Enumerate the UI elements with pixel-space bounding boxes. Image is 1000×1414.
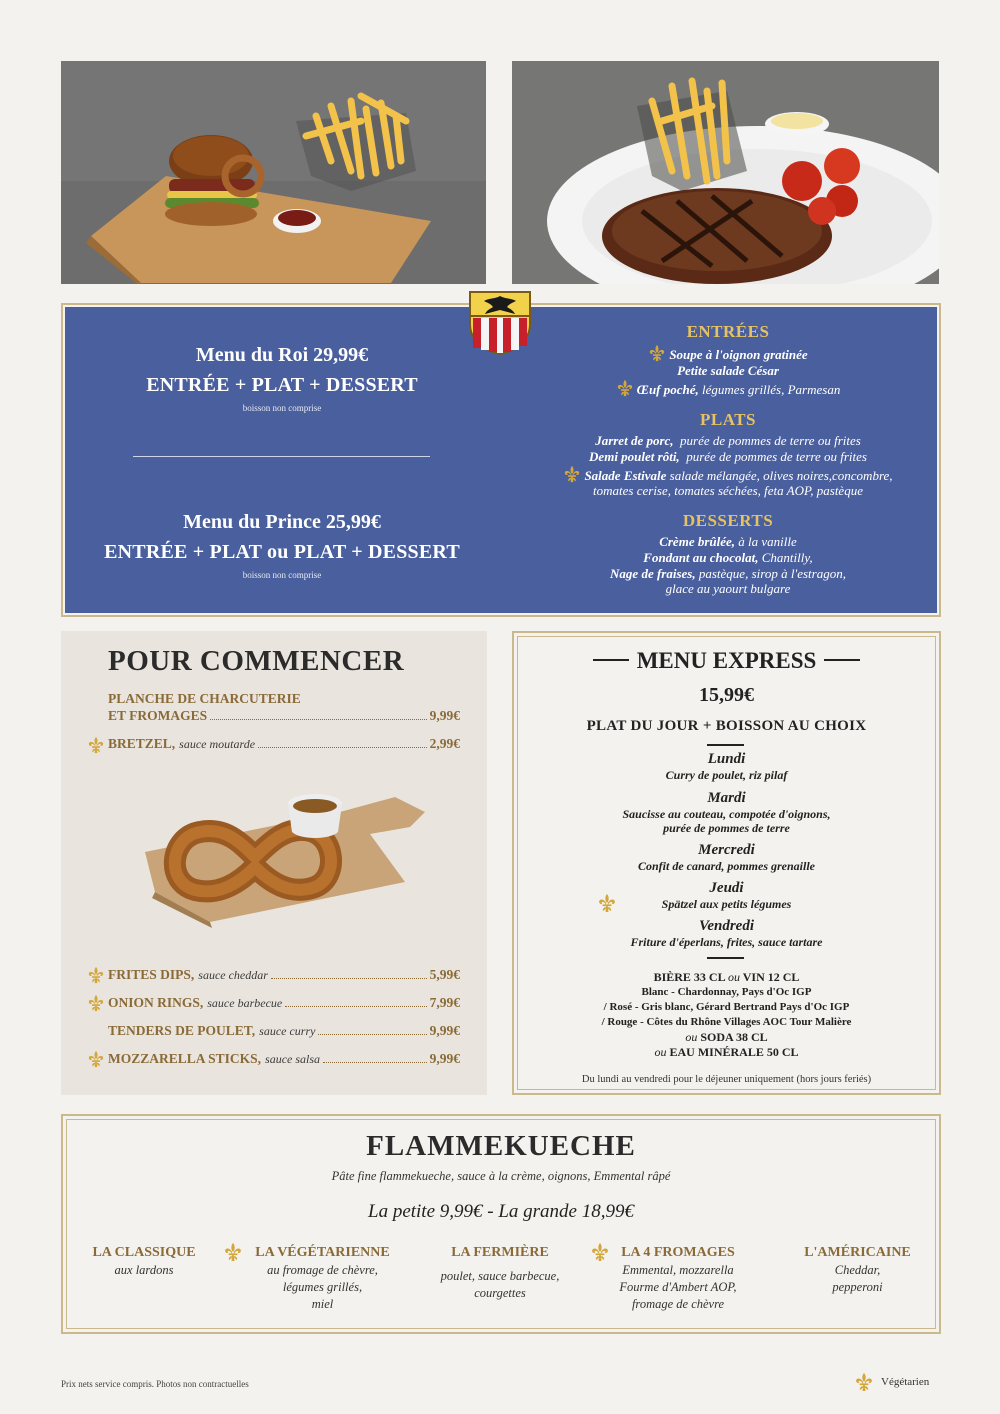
steak-and-fries-photo <box>512 61 939 284</box>
starter-item: TENDERS DE POULET, sauce curry 9,99€ <box>108 1023 460 1038</box>
vegetarian-legend <box>855 1372 929 1392</box>
starter-item: BRETZEL, sauce moutarde 2,99€ <box>108 736 460 751</box>
day-item: Lundi Curry de poulet, riz pilaf <box>665 751 788 782</box>
day-item: Jeudi Spätzel aux petits légumes <box>661 880 792 911</box>
menu-prince-note: boisson non comprise <box>242 570 322 580</box>
plat-item-continued: tomates cerise, tomates séchées, feta AOP, pastèque <box>593 483 863 498</box>
menu-roi-note: boisson non comprise <box>242 403 322 413</box>
fleur-de-lis-icon <box>87 736 105 754</box>
vegetarian-legend-label: Végétarien <box>881 1376 930 1388</box>
day-item: Mardi Saucisse au couteau, compotée d'oignons, purée de pommes de terre <box>622 790 831 835</box>
entrees-section <box>516 322 940 398</box>
entree-item: Œuf poché, légumes grillés, Parmesan <box>516 379 940 398</box>
flammekueche-item: LA VÉGÉTARIENNE au fromage de chèvre, légumes grillés, miel <box>255 1245 390 1311</box>
drinks-list: BIÈRE 33 CL ou VIN 12 CL Blanc - Chardonnay, Pays d'Oc IGP / Rosé - Gris blanc, Gérard Bertrand Pays d'Oc IGP / Rouge - Côtes du Rhône Villages AOC Tour Malière ou SODA 38 CL ou EAU MINÉRALE 50 CL <box>601 970 852 1059</box>
menu-express-price: 15,99€ <box>699 684 754 706</box>
plat-item: Jarret de porc, purée de pommes de terre ou frites <box>595 433 861 448</box>
flammekueche-item: L'AMÉRICAINE Cheddar, pepperoni <box>804 1245 911 1294</box>
fleur-de-lis-icon <box>855 1372 873 1392</box>
fleur-de-lis-icon <box>648 344 666 362</box>
fleur-de-lis-icon <box>563 465 581 483</box>
fleur-de-lis-icon <box>87 994 105 1012</box>
dessert-item-continued: glace au yaourt bulgare <box>665 581 791 596</box>
divider <box>707 957 744 959</box>
menu-divider <box>133 456 430 457</box>
pretzel-photo <box>140 772 430 932</box>
pour-commencer-title: POUR COMMENCER <box>108 645 405 677</box>
flammekueche-price: La petite 9,99€ - La grande 18,99€ <box>368 1201 634 1222</box>
fleur-de-lis-icon <box>224 1242 242 1262</box>
day-item: Mercredi Confit de canard, pommes grenaille <box>638 842 815 873</box>
entrees-heading: ENTRÉES <box>686 322 770 341</box>
starter-item: FRITES DIPS, sauce cheddar 5,99€ <box>108 967 460 982</box>
entree-item: Soupe à l'oignon gratinée <box>516 344 940 363</box>
starter-item: MOZZARELLA STICKS, sauce salsa 9,99€ <box>108 1051 460 1066</box>
dessert-item: Fondant au chocolat, Chantilly, <box>643 550 813 565</box>
entree-item: Petite salade César <box>677 363 779 378</box>
menu-roi-title: Menu du Roi 29,99€ <box>195 344 369 366</box>
menu-prince-formula: ENTRÉE + PLAT ou PLAT + DESSERT <box>104 541 460 563</box>
plats-section <box>516 410 940 497</box>
starter-item: ET FROMAGES 9,99€ <box>108 708 460 723</box>
menu-roi-formula: ENTRÉE + PLAT + DESSERT <box>146 374 418 396</box>
menu-express-footnote: Du lundi au vendredi pour le déjeuner uniquement (hors jours feriés) <box>581 1074 872 1085</box>
fleur-de-lis-icon <box>616 379 634 397</box>
divider <box>707 744 744 746</box>
desserts-section <box>516 511 940 595</box>
menu-express-subtitle: PLAT DU JOUR + BOISSON AU CHOIX <box>586 718 867 734</box>
menu-du-prince <box>62 508 502 582</box>
plats-heading: PLATS <box>699 410 757 429</box>
flammekueche-title: FLAMMEKUECHE <box>366 1130 636 1162</box>
dessert-item: Nage de fraises, pastèque, sirop à l'estragon, <box>610 566 846 581</box>
fleur-de-lis-icon <box>87 966 105 984</box>
desserts-heading: DESSERTS <box>682 511 774 530</box>
flammekueche-item: LA FERMIÈRE poulet, sauce barbecue, courgettes <box>440 1245 560 1300</box>
menu-prince-title: Menu du Prince 25,99€ <box>183 511 381 533</box>
day-item: Vendredi Friture d'éperlans, frites, sauce tartare <box>630 918 823 949</box>
menu-du-roi <box>62 341 502 415</box>
starter-item: ONION RINGS, sauce barbecue 7,99€ <box>108 995 460 1010</box>
legal-note: Prix nets service compris. Photos non contractuelles <box>61 1379 249 1389</box>
plat-item: Demi poulet rôti, purée de pommes de terre ou frites <box>589 449 867 464</box>
burger-and-fries-photo <box>61 61 486 284</box>
starter-item: PLANCHE DE CHARCUTERIE <box>108 691 301 706</box>
menu-express-title: MENU EXPRESS <box>512 648 941 674</box>
flammekueche-item: LA CLASSIQUE aux lardons <box>92 1245 196 1277</box>
dessert-item: Crème brûlée, à la vanille <box>659 534 797 549</box>
fleur-de-lis-icon <box>87 1050 105 1068</box>
flammekueche-item: LA 4 FROMAGES Emmental, mozzarella Fourme d'Ambert AOP, fromage de chèvre <box>619 1245 737 1311</box>
flammekueche-subtitle: Pâte fine flammekueche, sauce à la crème, oignons, Emmental râpé <box>331 1169 671 1183</box>
plat-item: Salade Estivale salade mélangée, olives noires,concombre, <box>516 465 940 484</box>
